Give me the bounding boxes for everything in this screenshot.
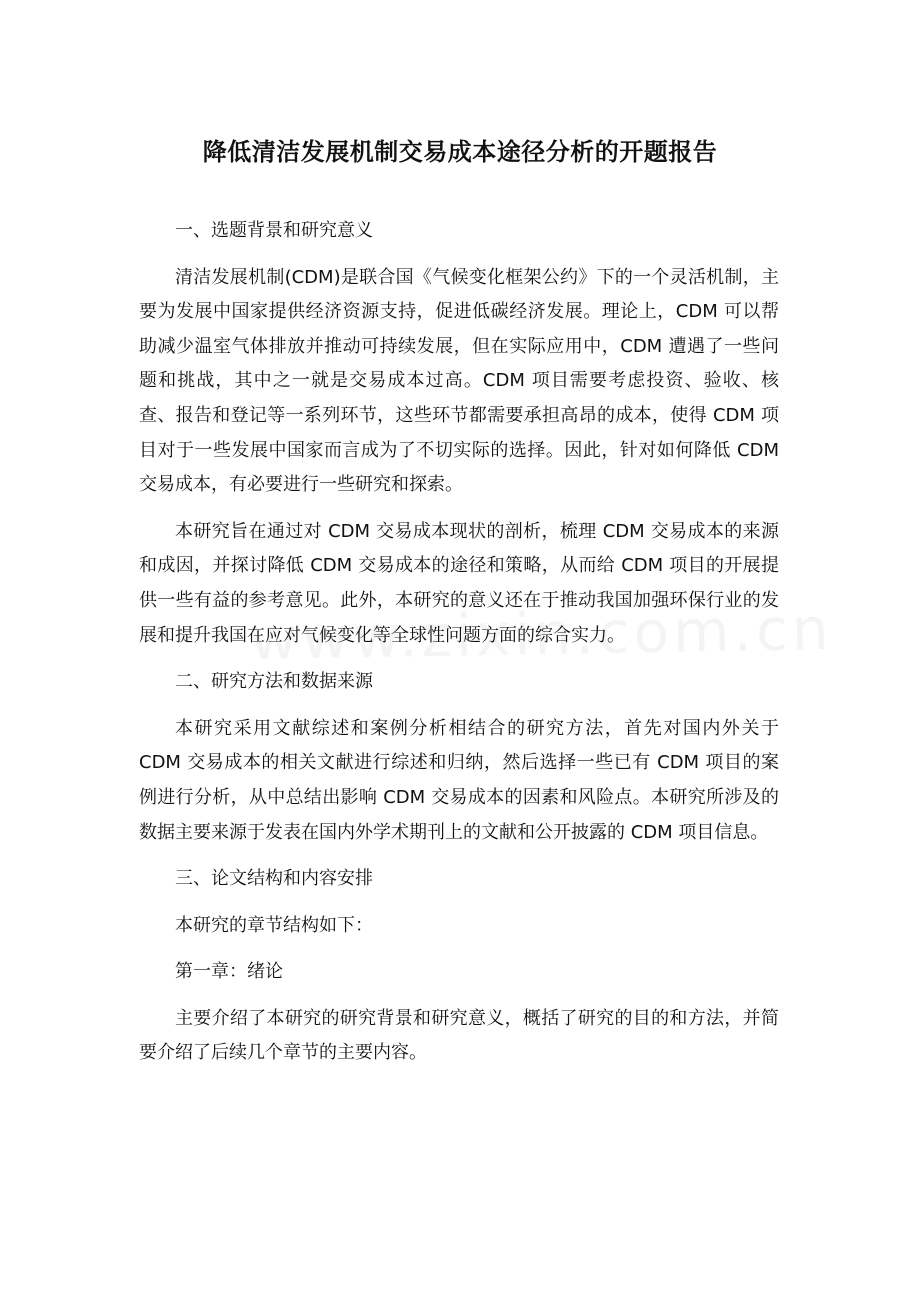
paragraph-structure-intro: 本研究的章节结构如下： [175,914,373,936]
paragraph-chapter-1: 主要介绍了本研究的研究背景和研究意义，概括了研究的目的和方法，并简要介绍了后续几个章节的主要内容。 [139,1007,779,1064]
section-heading-1: 一、选题背景和研究意义 [175,220,373,241]
document-body [139,214,779,1083]
section-heading-3: 三、论文结构和内容安排 [175,868,373,890]
paragraph-significance: 本研究旨在通过对 CDM 交易成本现状的剖析，梳理 CDM 交易成本的来源和成因，并探讨降低 CDM 交易成本的途径和策略，从而给 CDM 项目的开展提供一些有益的参考意见。此外，本研究的意义还在于推动我国加强环保行业的发展和提升我国在应对气候变化等全球性问题方面的综合实力。 [139,520,779,646]
paragraph-methods: 本研究采用文献综述和案例分析相结合的研究方法，首先对国内外关于 CDM 交易成本的相关文献进行综述和归纳，然后选择一些已有 CDM 项目的案例进行分析，从中总结出影响 CDM 交易成本的因素和风险点。本研究所涉及的数据主要来源于发表在国内外学术期刊上的文献和公开披露的 CDM 项目信息。 [139,717,779,843]
chapter-heading-1: 第一章：绪论 [175,961,283,983]
section-heading-2: 二、研究方法和数据来源 [175,671,373,693]
document-title: 降低清洁发展机制交易成本途径分析的开题报告 [202,138,718,166]
paragraph-background: 清洁发展机制(CDM)是联合国《气候变化框架公约》下的一个灵活机制，主要为发展中国家提供经济资源支持，促进低碳经济发展。理论上，CDM 可以帮助减少温室气体排放并推动可持续发展，但在实际应用中，CDM 遭遇了一些问题和挑战，其中之一就是交易成本过高。CDM 项目需要考虑投资、验收、核查、报告和登记等一系列环节，这些环节都需要承担高昂的成本，使得 CDM 项目对于一些发展中国家而言成为了不切实际的选择。因此，针对如何降低 CDM 交易成本，有必要进行一些研究和探索。 [139,266,779,496]
